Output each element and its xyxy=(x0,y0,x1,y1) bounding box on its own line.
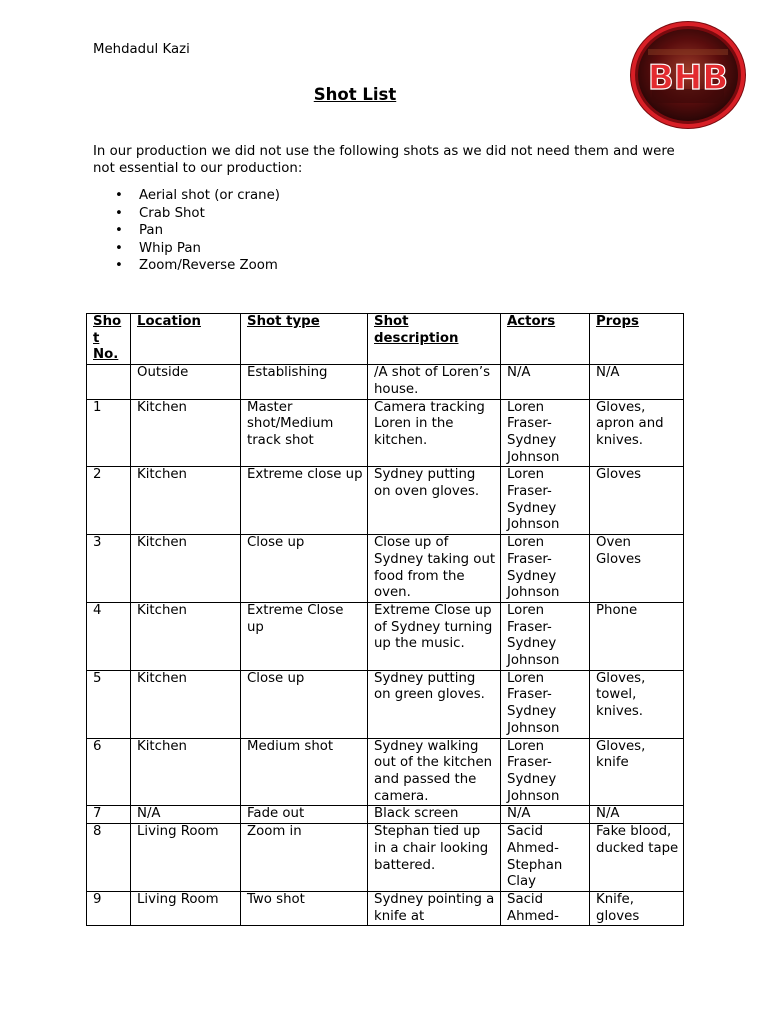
cell-shot-type: Master shot/Medium track shot xyxy=(241,399,368,467)
cell-location: Kitchen xyxy=(131,738,241,806)
cell-shot-type: Two shot xyxy=(241,891,368,925)
table-row xyxy=(87,738,684,806)
unused-shots-list xyxy=(115,188,280,276)
bullet-icon: • xyxy=(115,240,123,256)
cell-shot-description: Black screen xyxy=(368,806,501,824)
cell-location: Kitchen xyxy=(131,670,241,738)
bullet-icon: • xyxy=(115,223,123,238)
cell-location: Living Room xyxy=(131,824,241,892)
cell-props: Knife, gloves xyxy=(590,891,684,925)
header-props: Props xyxy=(590,314,684,365)
table-row xyxy=(87,535,684,603)
cell-props: Gloves xyxy=(590,467,684,535)
cell-props: Phone xyxy=(590,602,684,670)
logo-text: BHB xyxy=(647,58,729,98)
cell-shot-type: Zoom in xyxy=(241,824,368,892)
cell-shot-no: 8 xyxy=(87,824,131,892)
cell-props: N/A xyxy=(590,365,684,399)
table-row xyxy=(87,891,684,925)
cell-shot-type: Close up xyxy=(241,670,368,738)
cell-actors: Loren Fraser-Sydney Johnson xyxy=(501,670,590,738)
cell-props: Fake blood, ducked tape xyxy=(590,824,684,892)
table-row xyxy=(87,670,684,738)
cell-shot-description: Stephan tied up in a chair looking battered. xyxy=(368,824,501,892)
cell-shot-description: Sydney putting on oven gloves. xyxy=(368,467,501,535)
cell-location: Living Room xyxy=(131,891,241,925)
table-row xyxy=(87,602,684,670)
list-item xyxy=(115,241,280,259)
list-item xyxy=(115,258,280,276)
cell-shot-no xyxy=(87,365,131,399)
cell-actors: Loren Fraser-Sydney Johnson xyxy=(501,602,590,670)
list-item xyxy=(115,223,280,241)
cell-location: N/A xyxy=(131,806,241,824)
cell-actors: Loren Fraser-Sydney Johnson xyxy=(501,467,590,535)
table-row xyxy=(87,399,684,467)
cell-shot-type: Fade out xyxy=(241,806,368,824)
table-header-row xyxy=(87,314,684,365)
cell-shot-no: 4 xyxy=(87,602,131,670)
bhb-logo xyxy=(628,19,748,131)
table-row xyxy=(87,806,684,824)
cell-shot-type: Extreme close up xyxy=(241,467,368,535)
cell-shot-description: /A shot of Loren’s house. xyxy=(368,365,501,399)
cell-actors: Loren Fraser-Sydney Johnson xyxy=(501,535,590,603)
cell-shot-description: Extreme Close up of Sydney turning up the music. xyxy=(368,602,501,670)
cell-actors: N/A xyxy=(501,806,590,824)
list-item xyxy=(115,206,280,224)
cell-shot-no: 2 xyxy=(87,467,131,535)
author-name: Mehdadul Kazi xyxy=(93,42,190,57)
cell-shot-type: Establishing xyxy=(241,365,368,399)
cell-location: Outside xyxy=(131,365,241,399)
cell-actors: Sacid Ahmed-Stephan Clay xyxy=(501,824,590,892)
cell-location: Kitchen xyxy=(131,399,241,467)
list-item xyxy=(115,188,280,206)
table-row xyxy=(87,365,684,399)
cell-shot-no: 9 xyxy=(87,891,131,925)
cell-shot-description: Sydney putting on green gloves. xyxy=(368,670,501,738)
page-title: Shot List xyxy=(313,85,397,104)
header-shot-type: Shot type xyxy=(241,314,368,365)
cell-props: Gloves, towel, knives. xyxy=(590,670,684,738)
cell-shot-no: 6 xyxy=(87,738,131,806)
cell-shot-no: 1 xyxy=(87,399,131,467)
cell-actors: N/A xyxy=(501,365,590,399)
bullet-icon: • xyxy=(115,205,123,221)
list-item-text: Pan xyxy=(139,223,163,238)
cell-props: Oven Gloves xyxy=(590,535,684,603)
cell-location: Kitchen xyxy=(131,535,241,603)
list-item-text: Aerial shot (or crane) xyxy=(139,188,280,203)
bullet-icon: • xyxy=(115,258,123,273)
cell-shot-type: Medium shot xyxy=(241,738,368,806)
list-item-text: Whip Pan xyxy=(139,240,201,256)
cell-location: Kitchen xyxy=(131,467,241,535)
cell-shot-description: Sydney walking out of the kitchen and passed the camera. xyxy=(368,738,501,806)
intro-paragraph: In our production we did not use the following shots as we did not need them and were not essential to our production: xyxy=(93,144,675,176)
cell-shot-no: 5 xyxy=(87,670,131,738)
cell-actors: Sacid Ahmed- xyxy=(501,891,590,925)
table-row xyxy=(87,467,684,535)
cell-props: Gloves, apron and knives. xyxy=(590,399,684,467)
cell-shot-no: 3 xyxy=(87,535,131,603)
cell-shot-type: Close up xyxy=(241,535,368,603)
cell-location: Kitchen xyxy=(131,602,241,670)
header-actors: Actors xyxy=(501,314,590,365)
cell-shot-type: Extreme Close up xyxy=(241,602,368,670)
cell-props: N/A xyxy=(590,806,684,824)
table-row xyxy=(87,824,684,892)
cell-actors: Loren Fraser-Sydney Johnson xyxy=(501,738,590,806)
logo-graphic xyxy=(628,19,748,131)
shot-list-table xyxy=(86,313,684,926)
bullet-icon: • xyxy=(115,188,123,203)
cell-actors: Loren Fraser-Sydney Johnson xyxy=(501,399,590,467)
list-item-text: Zoom/Reverse Zoom xyxy=(139,258,278,273)
header-location: Location xyxy=(131,314,241,365)
header-shot-description: Shot description xyxy=(368,314,501,365)
cell-shot-description: Sydney pointing a knife at xyxy=(368,891,501,925)
cell-shot-no: 7 xyxy=(87,806,131,824)
cell-shot-description: Camera tracking Loren in the kitchen. xyxy=(368,399,501,467)
cell-props: Gloves, knife xyxy=(590,738,684,806)
list-item-text: Crab Shot xyxy=(139,205,205,221)
cell-shot-description: Close up of Sydney taking out food from the oven. xyxy=(368,535,501,603)
header-shot-no: Shot No. xyxy=(87,314,131,365)
